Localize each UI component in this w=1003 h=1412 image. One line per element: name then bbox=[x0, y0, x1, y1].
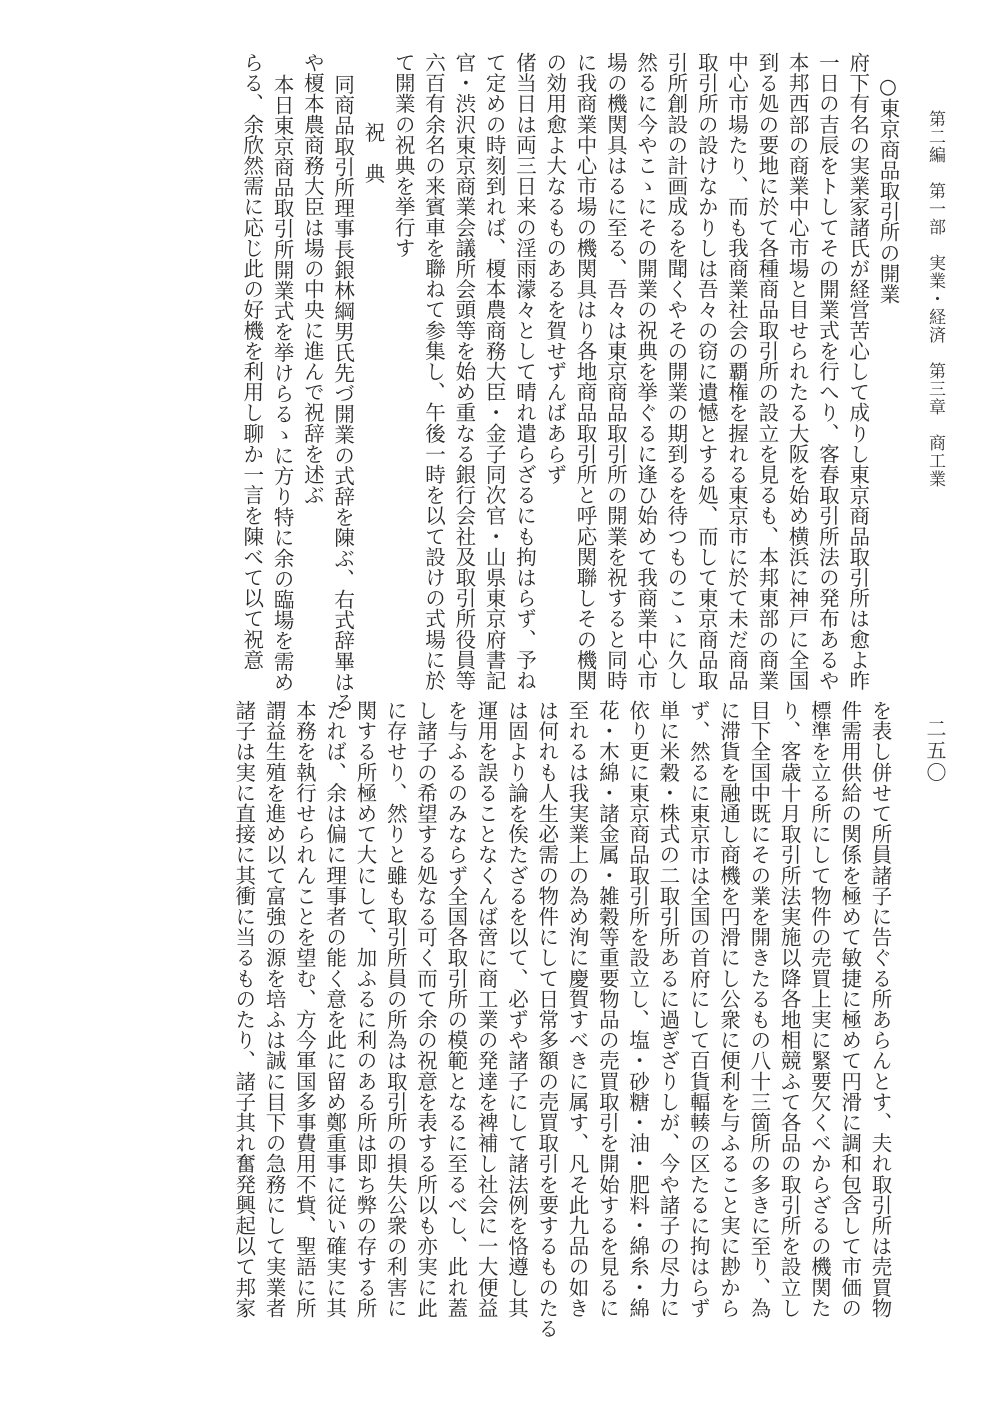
text-line: 諸子は実に直接に其衝に当るものたり、諸子其れ奮発興起以て邦家 bbox=[231, 700, 256, 1318]
text-line: に我商業中心市場の機関具はり各地商品取引所と呼応関聯しその機関 bbox=[573, 52, 598, 691]
text-line: 到る処の要地に於て各種商品取引所の設立を見るも、本邦東部の商業 bbox=[754, 52, 779, 691]
lower-text-block bbox=[117, 700, 895, 1350]
text-line: 標準を立る所にして物件の売買上実に緊要欠くべからざるの機関た bbox=[807, 700, 832, 1318]
text-line: を与ふるのみならず全国各取引所の模範となるに至るべし、此れ蓋 bbox=[443, 700, 468, 1318]
text-line: 六百有余名の来賓車を聯ねて参集し、午後一時を以て設けの式場に於 bbox=[421, 52, 446, 691]
text-line: 単に米穀・株式の二取引所あるに過ぎざりしが、今や諸子の尽力に bbox=[655, 700, 680, 1318]
article-title: ○東京商品取引所の開業 bbox=[876, 74, 900, 305]
text-line: て定めの時刻到れば、榎本農商務大臣・金子同次官・山県東京府書記 bbox=[482, 52, 507, 691]
text-line: 謂益生殖を進め以て富強の源を培ふは誠に目下の急務にして実業者 bbox=[262, 700, 287, 1318]
text-line: 官・渋沢東京商業会議所会頭等を始め重なる銀行会社及取引所役員等 bbox=[451, 52, 476, 691]
text-line: 中心市場たり、而も我商業社会の覇権を握れる東京市に於て未だ商品 bbox=[724, 52, 749, 691]
text-line: 引所創設の計画成るを聞くやその開業の期到るを待つものこゝに久し bbox=[663, 52, 688, 691]
text-line: 本邦西部の商業中心市場と目せられたる大阪を始め横浜に神戸に全国 bbox=[785, 52, 810, 691]
text-line: 同商品取引所理事長銀林綱男氏先づ開業の式辞を陳ぶ、右式辞畢はる bbox=[330, 74, 355, 713]
text-line: 件需用供給の関係を極めて敏捷に極めて円滑に調和包含して市価の bbox=[837, 700, 862, 1318]
text-line: 依り更に東京商品取引所を設立し、塩・砂糖・油・肥料・綿糸・綿 bbox=[625, 700, 650, 1318]
text-line: や榎本農商務大臣は場の中央に進んで祝辞を述ぶ bbox=[300, 52, 325, 506]
text-line: 目下全国中既にその業を開きたるもの八十三箇所の多きに至り、為 bbox=[746, 700, 771, 1318]
text-line: の効用愈よ大なるものあるを賀せずんばあらず bbox=[542, 52, 567, 485]
text-line: 運用を誤ることなくんば啻に商工業の発達を裨補し社会に一大便益 bbox=[474, 700, 499, 1318]
text-line: 偖当日は両三日来の淫雨濛々として晴れ遣らざるにも拘はらず、予ね bbox=[512, 52, 537, 691]
text-line: 本務を執行せられんことを望む、方今軍国多事費用不貲、聖語に所 bbox=[292, 700, 317, 1318]
text-line: 場の機関具はるに至る、吾々は東京商品取引所の開業を祝すると同時 bbox=[603, 52, 628, 691]
text-line: し諸子の希望する処なる可く而て余の祝意を表する所以も亦実に此 bbox=[413, 700, 438, 1318]
page-number: 二五〇 bbox=[923, 718, 947, 784]
text-line: り、客歳十月取引所法実施以降各地相競ふて各品の取引所を設立し bbox=[777, 700, 802, 1318]
text-line: 然るに今やこゝにその開業の祝典を挙ぐるに逢ひ始めて我商業中心市 bbox=[633, 52, 658, 691]
text-line: たれば、余は偏に理事者の能く意を此に留め鄭重事に従い確実に其 bbox=[322, 700, 347, 1318]
text-line: を表し併せて所員諸子に告ぐる所あらんとす、夫れ取引所は売買物 bbox=[868, 700, 892, 1318]
text-line: に滞貨を融通し商機を円滑にし公衆に便利を与ふること実に尠から bbox=[716, 700, 741, 1318]
text-line: ず、然るに東京市は全国の首府にして百貨輻輳の区たるに拘はらず bbox=[686, 700, 711, 1318]
text-line: に存せり、然りと雖も取引所員の所為は取引所の損失公衆の利害に bbox=[383, 700, 408, 1318]
text-line: 至れるは我実業上の為め洵に慶賀すべきに属す、凡そ此九品の如き bbox=[565, 700, 590, 1318]
upper-text-block bbox=[239, 52, 903, 713]
text-line: 花・木綿・諸金属・雑穀等重要物品の売買取引を開始するを見るに bbox=[595, 700, 620, 1318]
text-line: 本日東京商品取引所開業式を挙けらるゝに方り特に余の臨場を需め bbox=[270, 74, 295, 692]
text-line: て開業の祝典を挙行す bbox=[391, 52, 416, 258]
text-line: 取引所の設けなかりしは吾々の窃に遺憾とする処、而して東京商品取 bbox=[694, 52, 719, 691]
section-heading: 祝 典 bbox=[360, 122, 385, 184]
text-line: らる、余欣然需に応じ此の好機を利用し聊か一言を陳べて以て祝意 bbox=[239, 52, 264, 670]
text-line: は何れも人生必需の物件にして日常多額の売買取引を要するものたる bbox=[534, 700, 559, 1339]
text-line: 一日の吉辰をトしてその開業式を行へり、客春取引所法の発布あるや bbox=[815, 52, 840, 691]
running-head: 第二編 第一部 実業・経済 第三章 商工業 bbox=[925, 110, 945, 488]
text-line: は固より論を俟たざるを以て、必ずや諸子にして諸法例を恪遵し其 bbox=[504, 700, 529, 1318]
text-line: 府下有名の実業家諸氏が経営苦心して成りし東京商品取引所は愈よ昨 bbox=[845, 52, 870, 691]
text-line: 関する所極めて大にして、加ふるに利のある所は即ち弊の存する所 bbox=[352, 700, 377, 1318]
